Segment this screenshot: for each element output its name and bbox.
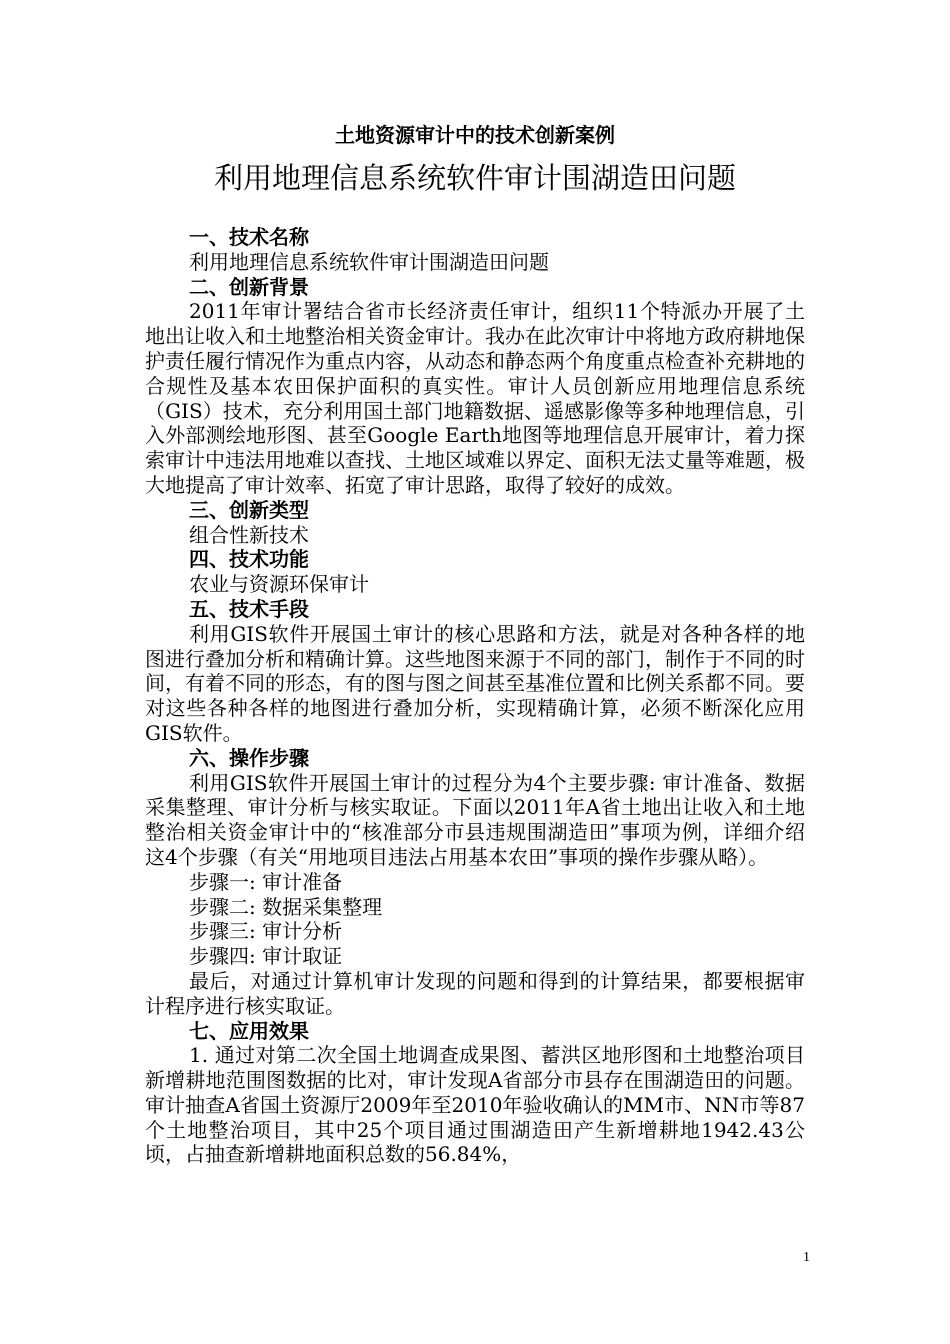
section-text-tech-name: 利用地理信息系统软件审计围湖造田问题 xyxy=(189,249,549,274)
step-item: 步骤三: 审计分析 xyxy=(189,919,343,944)
section-text-means: 利用GIS软件开展国土审计的核心思路和方法，就是对各种各样的地图进行叠加分析和精确计算。这些地图来源于不同的部门，制作于不同的时间，有着不同的形态，有的图与图之间甚至基准位置和比例关系都不同。要对这些各种各样的地图进行叠加分析，实现精确计算，必须不断深化应用GIS软件。 xyxy=(145,621,805,745)
section-text-background: 2011年审计署结合省市长经济责任审计，组织11个特派办开展了土地出让收入和土地整治相关资金审计。我办在此次审计中将地方政府耕地保护责任履行情况作为重点内容，从动态和静态两个角度重点检查补充耕地的合规性及基本农田保护面积的真实性。审计人员创新应用地理信息系统（GIS）技术，充分利用国土部门地籍数据、遥感影像等多种地理信息，引入外部测绘地形图、甚至Google Earth地图等地理信息开展审计，着力探索审计中违法用地难以查找、土地区域难以界定、面积无法丈量等难题，极大地提高了审计效率、拓宽了审计思路，取得了较好的成效。 xyxy=(145,299,805,497)
document-title: 利用地理信息系统软件审计围湖造田问题 xyxy=(213,161,736,195)
section-text-type: 组合性新技术 xyxy=(189,522,309,547)
step-item: 步骤四: 审计取证 xyxy=(189,944,343,969)
document-body xyxy=(145,225,805,1167)
document-supertitle: 土地资源审计中的技术创新案例 xyxy=(335,123,615,147)
section-heading-effect: 七、应用效果 xyxy=(189,1018,309,1043)
section-text-steps: 利用GIS软件开展国土审计的过程分为4个主要步骤: 审计准备、数据采集整理、审计分析与核实取证。下面以2011年A省土地出让收入和土地整治相关资金审计中的“核准部分市县违规围湖造田”事项为例，详细介绍这4个步骤（有关“用地项目违法占用基本农田”事项的操作步骤从略）。 xyxy=(145,770,805,869)
section-heading-steps: 六、操作步骤 xyxy=(189,745,309,770)
section-heading-tech-name: 一、技术名称 xyxy=(189,225,309,249)
step-item: 步骤二: 数据采集整理 xyxy=(189,894,383,919)
step-item: 步骤一: 审计准备 xyxy=(189,869,343,894)
section-heading-background: 二、创新背景 xyxy=(189,274,309,299)
section-heading-means: 五、技术手段 xyxy=(189,596,309,621)
section-text-function: 农业与资源环保审计 xyxy=(189,572,369,597)
section-heading-function: 四、技术功能 xyxy=(189,547,309,572)
section-heading-type: 三、创新类型 xyxy=(189,497,309,522)
section-text-steps-final: 最后，对通过计算机审计发现的问题和得到的计算结果，都要根据审计程序进行核实取证。 xyxy=(145,968,805,1018)
page-number: 1 xyxy=(803,1250,810,1265)
section-text-effect: 1. 通过对第二次全国土地调查成果图、蓄洪区地形图和土地整治项目新增耕地范围图数据的比对，审计发现A省部分市县存在围湖造田的问题。审计抽查A省国土资源厅2009年至2010年验收确认的MM市、NN市等87个土地整治项目，其中25个项目通过围湖造田产生新增耕地1942.43公顷，占抽查新增耕地面积总数的56.84%， xyxy=(145,1043,805,1167)
